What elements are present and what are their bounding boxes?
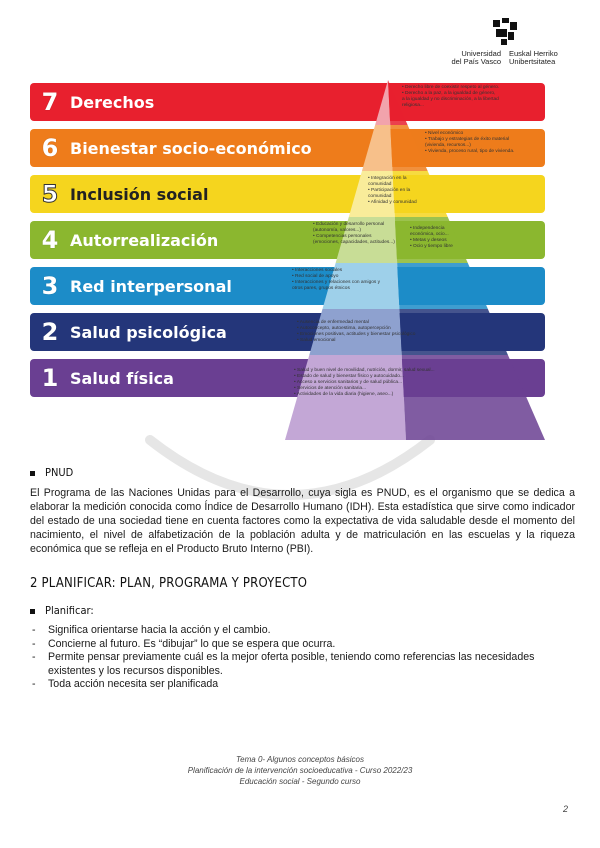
- level-number: 3: [41, 272, 59, 300]
- level-notes-4: • Educación y desarrollo personal (autonomía, valores...) • Competencias personales (emociones, capacidades, actitudes...): [313, 222, 395, 245]
- square-bullet-icon: [30, 471, 35, 476]
- planificar-subheading: Planificar:: [30, 604, 94, 617]
- list-item: - Concierne al futuro. Es “dibujar” lo que se espera que ocurra.: [30, 638, 575, 652]
- logo-text-left: Universidad del País Vasco: [451, 49, 501, 66]
- level-label: Autorrealización: [70, 230, 219, 250]
- level-number: 6: [41, 134, 59, 162]
- level-label: Inclusión social: [70, 184, 209, 204]
- footer-line-2: Planificación de la intervención socioeducativa - Curso 2022/23: [187, 766, 413, 775]
- level-number: 4: [41, 226, 59, 254]
- pyramid-face-right-6: [390, 125, 427, 171]
- pyramid-face-right-2: [399, 309, 507, 355]
- level-notes-1: • Salud y buen nivel de movilidad, nutrición, dormir, salud sexual... • Estado de salud y bienestar físico y autocuidado... • Acceso a servicios sanitarios y de salud pública... • Servicios de atención sanitaria... • Actividades de la vida diaria (higiene, aseo...): [294, 368, 435, 397]
- section-2-heading: 2 PLANIFICAR: PLAN, PROGRAMA Y PROYECTO: [30, 576, 308, 591]
- level-number: 2: [41, 318, 59, 346]
- level-notes-3: • Interacciones sociales • Red social de apoyo • Interacciones y relaciones con amigos y otros pares, grupos étnicos: [292, 268, 381, 291]
- level-notes-5: • Integración en la comunidad • Participación en la comunidad • Afinidad y comunidad: [368, 176, 417, 205]
- page-footer: [0, 754, 600, 787]
- list-item: - Permite pensar previamente cuál es la mejor oferta posible, teniendo como referencias las necesidades existentes y los recursos disponibles.: [30, 651, 575, 678]
- page-number: 2: [563, 804, 569, 814]
- level-label: Red interpersonal: [70, 276, 232, 296]
- level-notes-secondary-4: • Independencia económica, ocio... • Metas y deseos • Ocio y tiempo libre: [410, 226, 453, 249]
- pnud-paragraph: El Programa de las Naciones Unidas para el Desarrollo, cuya sigla es PNUD, es el organismo que se dedica a elaborar la medición conocida como Índice de Desarrollo Humano (IDH). Esta estadística que sirve como indicador del estado de una sociedad tiene en cuenta factores como la expectativa de vida saludable desde el momento del nacimiento, el nivel de alfabetización de la población adulta y de matriculación en las escuelas y la riqueza económica que se refleja en el Producto Bruto Interno (PBI).: [30, 487, 575, 555]
- pyramid-face-left-6: [362, 125, 393, 171]
- pyramid-face-right-3: [397, 263, 488, 309]
- list-item: - Toda acción necesita ser planificada: [30, 678, 575, 692]
- level-number: 1: [41, 364, 59, 392]
- pyramid-face-left-7: [375, 80, 390, 125]
- level-notes-7: • Derecho libre de coexistir respeto al género. • Derecho a la paz, a la igualdad de género, a la igualdad y no discriminación, a la libertad religiosa...: [402, 85, 500, 108]
- planificar-list: [30, 624, 575, 692]
- square-bullet-icon: [30, 609, 35, 614]
- footer-line-1: Tema 0- Algunos conceptos básicos: [236, 755, 364, 764]
- level-label: Bienestar socio-económico: [70, 138, 312, 158]
- level-number: 7: [41, 88, 59, 116]
- level-notes-6: • Nivel económico • Trabajo y estrategias de éxito material (vivienda, recursos...) • Vivienda, proceso rural, tipo de vivienda.: [425, 131, 515, 154]
- level-notes-2: • Ausencia de enfermedad mental • Autoconcepto, autoestima, autopercepción • Emociones positivas, actitudes y bienestar psicológico • Salud emocional: [297, 320, 416, 343]
- level-label: Salud psicológica: [70, 322, 227, 342]
- pnud-heading: PNUD: [30, 466, 73, 479]
- level-label: Derechos: [70, 92, 155, 112]
- level-label: Salud física: [70, 368, 174, 388]
- list-item: - Significa orientarse hacia la acción y el cambio.: [30, 624, 575, 638]
- level-number: 5: [41, 180, 59, 208]
- logo-text-right: Euskal Herriko Unibertsitatea: [509, 49, 558, 66]
- footer-line-3: Educación social - Segundo curso: [239, 777, 361, 786]
